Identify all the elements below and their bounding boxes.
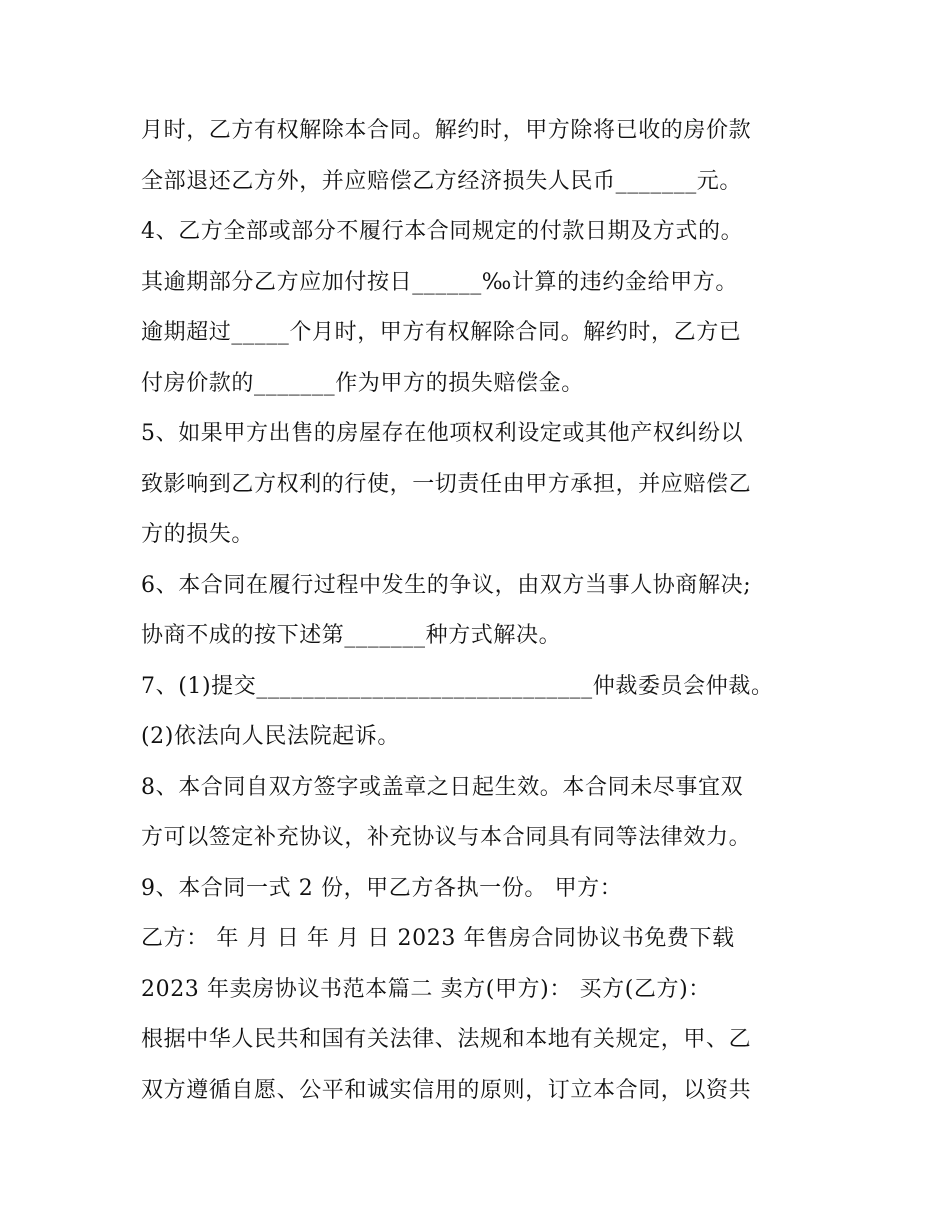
text-line: 方可以签定补充协议，补充协议与本合同具有同等法律效力。 [141,825,752,850]
text-line: 6、本合同在履行过程中发生的争议，由双方当事人协商解决; [141,572,752,598]
text-line: 协商不成的按下述第_______种方式解决。 [141,623,562,648]
text-line: 付房价款的_______作为甲方的损失赔偿金。 [141,370,584,396]
text-line: (2)依法向人民法院起诉。 [141,724,400,749]
text-line: 逾期超过_____个月时，甲方有权解除合同。解约时，乙方已 [141,320,742,345]
text-line: 9、本合同一式 2 份，甲乙方各执一份。 甲方： [141,875,623,901]
text-line: 致影响到乙方权利的行使，一切责任由甲方承担，并应赔偿乙 [141,471,752,497]
document-body [141,106,821,1116]
text-line: 方的损失。 [141,522,255,547]
text-line: 乙方： 年 月 日 年 月 日 2023 年售房合同协议书免费下载 [141,926,735,951]
text-line: 7、(1)提交_____________________________仲裁委员会仲裁。 [141,673,774,699]
text-line: 根据中华人民共和国有关法律、法规和本地有关规定，甲、乙 [141,1027,752,1052]
text-line: 其逾期部分乙方应加付按日______‰计算的违约金给甲方。 [141,269,738,295]
text-line: 4、乙方全部或部分不履行本合同规定的付款日期及方式的。 [141,219,744,244]
text-line: 全部退还乙方外，并应赔偿乙方经济损失人民币_______元。 [141,168,743,194]
text-line: 5、如果甲方出售的房屋存在他项权利设定或其他产权纠纷以 [141,421,744,446]
text-line: 8、本合同自双方签字或盖章之日起生效。本合同未尽事宜双 [141,774,744,800]
text-line: 2023 年卖房协议书范本篇二 卖方(甲方)： 买方(乙方)： [141,976,711,1002]
text-line: 月时，乙方有权解除本合同。解约时，甲方除将已收的房价款 [141,118,752,143]
text-line: 双方遵循自愿、公平和诚实信用的原则，订立本合同，以资共 [141,1077,752,1103]
